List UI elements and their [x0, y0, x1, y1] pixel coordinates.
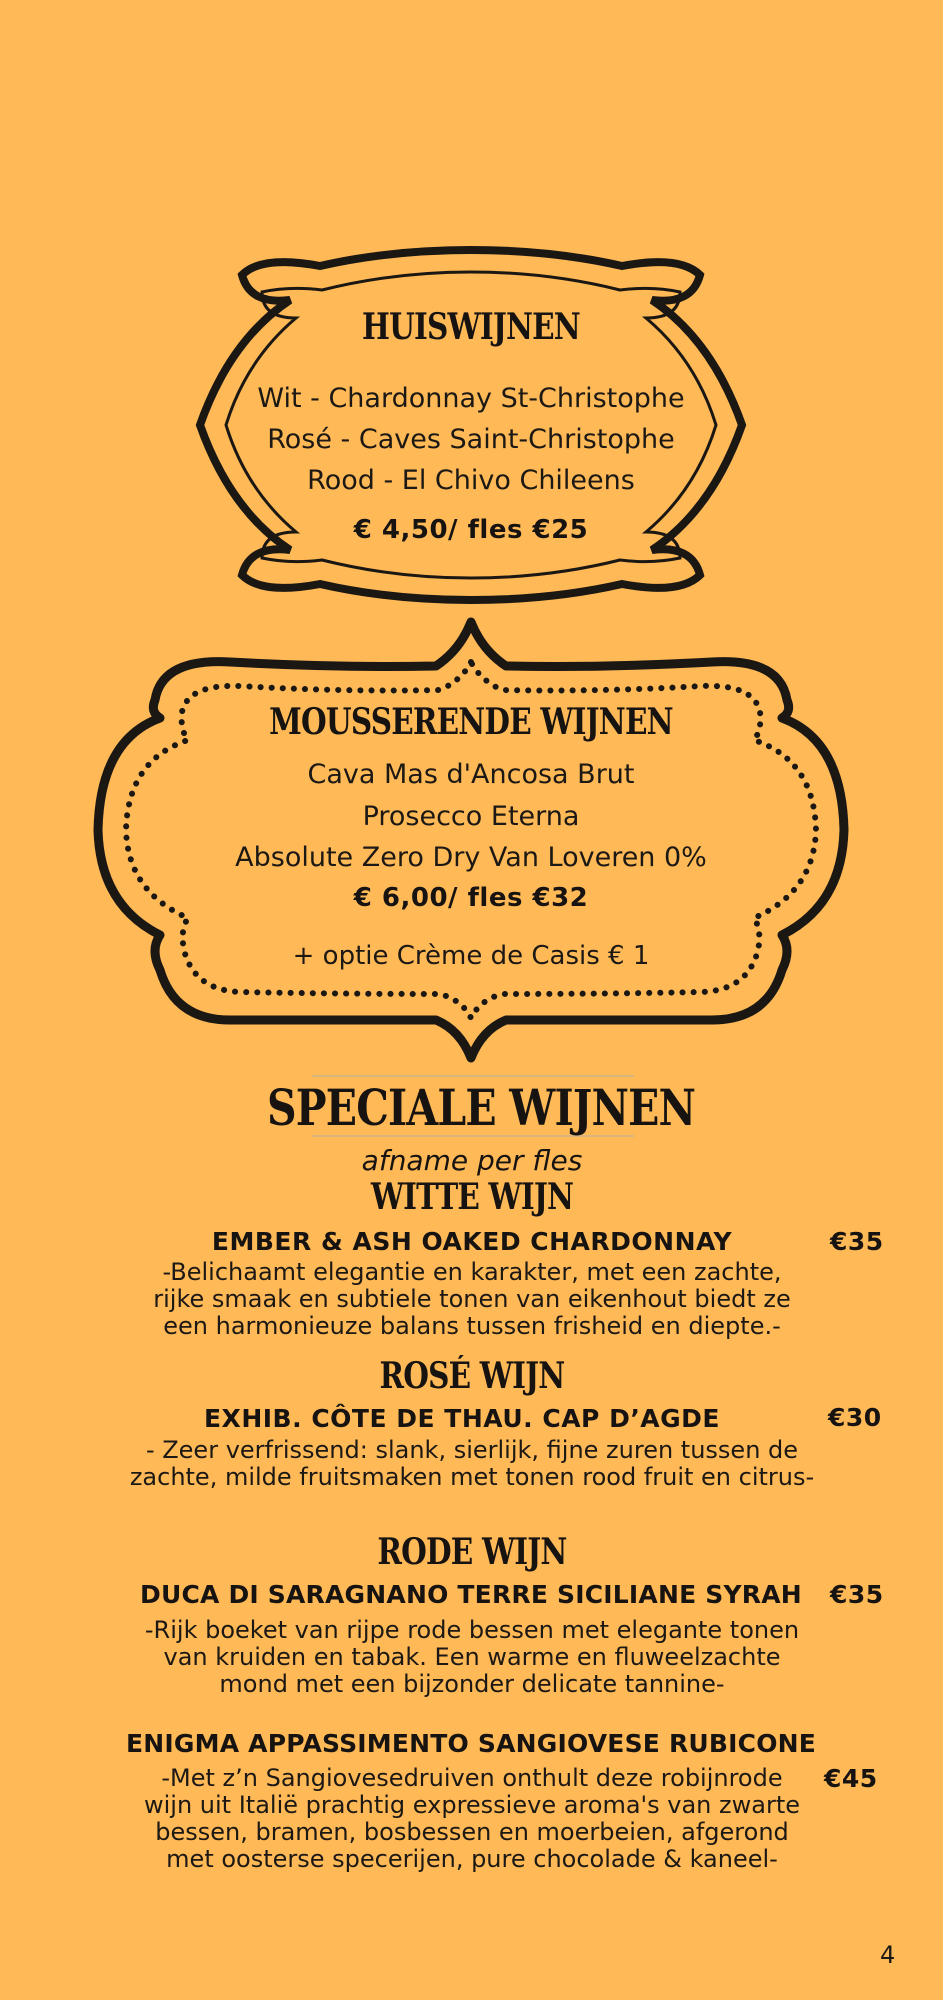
- huiswijnen-item: Wit - Chardonnay St-Christophe: [257, 383, 685, 414]
- description-line: zachte, milde fruitsmaken met tonen rood fruit en citrus-: [129, 1463, 815, 1491]
- witte-heading: WITTE WIJN: [370, 1176, 574, 1218]
- rode-wine2-name: ENIGMA APPASSIMENTO SANGIOVESE RUBICONE: [126, 1729, 817, 1758]
- description-line: met oosterse specerijen, pure chocolade & kaneel-: [166, 1845, 778, 1873]
- huiswijnen-item: Rosé - Caves Saint-Christophe: [267, 424, 675, 455]
- description-line: bessen, bramen, bosbessen en moerbeien, afgerond: [155, 1818, 789, 1846]
- mousserende-option: + optie Crème de Casis € 1: [292, 941, 650, 971]
- rose-wine-description: [102, 1437, 842, 1491]
- mousserende-item: Prosecco Eterna: [362, 800, 580, 832]
- description-line: -Rijk boeket van rijpe rode bessen met elegante tonen: [144, 1616, 800, 1644]
- huiswijnen-list: [220, 378, 722, 501]
- rode-wine2-price: €45: [824, 1764, 878, 1793]
- huiswijnen-title: HUISWIJNEN: [362, 306, 580, 348]
- description-line: van kruiden en tabak. Een warme en fluweelzachte: [163, 1643, 781, 1671]
- rode-wine1-name: DUCA DI SARAGNANO TERRE SICILIANE SYRAH: [140, 1580, 802, 1609]
- rode-wine2-description: [102, 1765, 842, 1873]
- rose-wine-price: €30: [828, 1403, 882, 1432]
- witte-wine-description: [122, 1259, 822, 1340]
- mousserende-item: Absolute Zero Dry Van Loveren 0%: [235, 842, 707, 873]
- mousserende-list: [200, 754, 742, 879]
- description-line: een harmonieuze balans tussen frisheid en diepte.-: [163, 1312, 781, 1340]
- description-line: wijn uit Italië prachtig expressieve aroma's van zwarte: [143, 1791, 800, 1819]
- description-line: mond met een bijzonder delicate tannine-: [219, 1670, 725, 1698]
- rode-wine1-price: €35: [830, 1580, 884, 1609]
- rose-wine-name: EXHIB. CÔTE DE THAU. CAP D’AGDE: [203, 1404, 721, 1433]
- mousserende-item: Cava Mas d'Ancosa Brut: [307, 759, 635, 790]
- witte-wine-name: EMBER & ASH OAKED CHARDONNAY: [211, 1227, 733, 1256]
- huiswijnen-price: € 4,50/ fles €25: [353, 515, 589, 545]
- description-line: -Met z’n Sangiovesedruiven onthult deze robijnrode: [161, 1764, 783, 1792]
- rose-heading: ROSÉ WIJN: [379, 1355, 565, 1397]
- description-line: - Zeer verfrissend: slank, sierlijk, fijne zuren tussen de: [145, 1436, 799, 1464]
- rode-heading: RODE WIJN: [377, 1531, 567, 1573]
- page-number: 4: [880, 1941, 896, 1969]
- mousserende-price: € 6,00/ fles €32: [353, 883, 589, 913]
- description-line: -Belichaamt elegantie en karakter, met een zachte,: [162, 1258, 782, 1286]
- huiswijnen-item: Rood - El Chivo Chileens: [307, 465, 635, 496]
- speciale-title: SPECIALE WIJNEN: [267, 1078, 696, 1137]
- speciale-subtitle: afname per fles: [361, 1144, 583, 1177]
- description-line: rijke smaak en subtiele tonen van eikenhout biedt ze: [153, 1285, 791, 1313]
- mousserende-title: MOUSSERENDE WIJNEN: [269, 701, 673, 743]
- rode-wine1-description: [102, 1617, 842, 1698]
- witte-wine-price: €35: [830, 1227, 884, 1256]
